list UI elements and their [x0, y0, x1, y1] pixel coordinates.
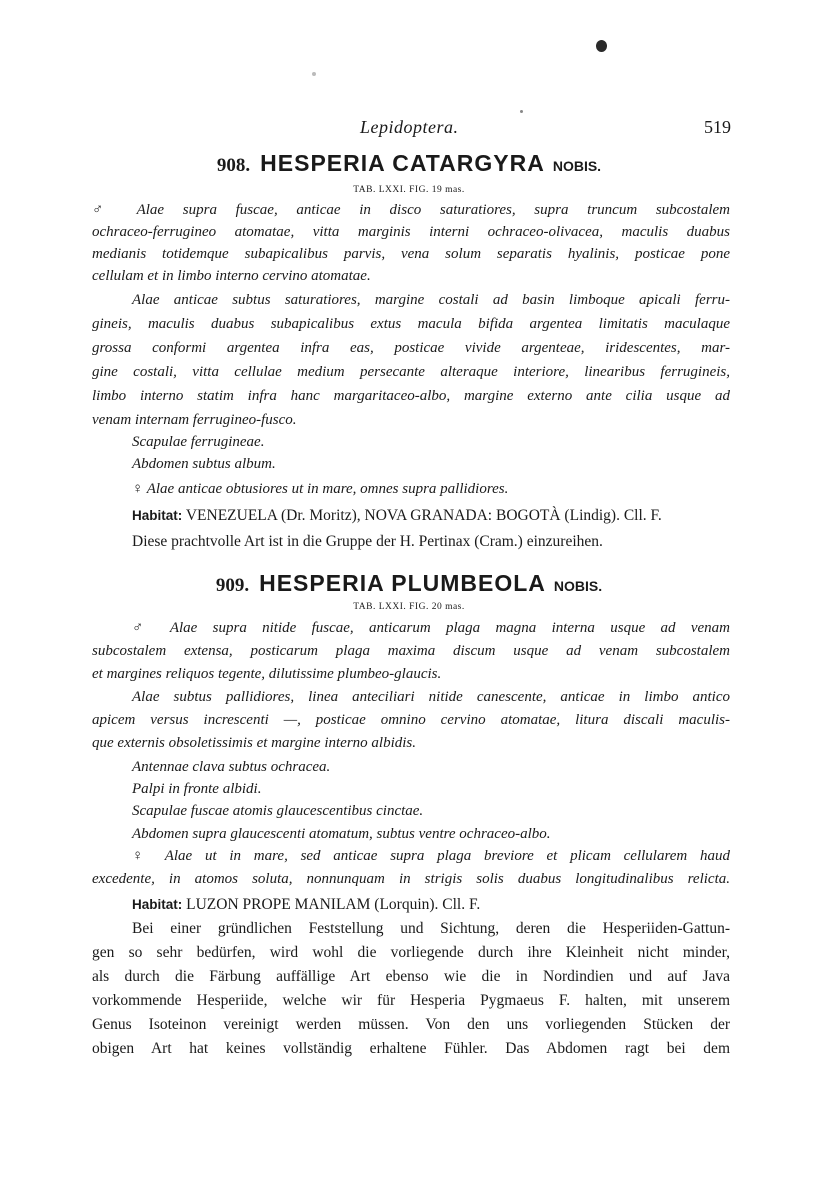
description-line: ♂ Alae supra fuscae, anticae in disco saturatiores, supra truncum subcostalem	[92, 202, 730, 218]
description-line: et margines reliquos tegente, dilutissime plumbeo-glaucis.	[92, 666, 442, 682]
description-line: gine costali, vitta cellulae medium persecante alteraque interiore, linearibus ferrugineis,	[92, 364, 730, 380]
description-line: Palpi in fronte albidi.	[132, 781, 262, 797]
habitat-text: VENEZUELA (Dr. Moritz), NOVA GRANADA: BOGOTÀ (Lindig). Cll. F.	[185, 507, 662, 524]
description-line: excedente, in atomos soluta, nonnunquam in strigis solis duabus longitudinalibus relicta.	[92, 871, 730, 887]
species-number: 908.	[216, 155, 251, 176]
note-line: vorkommende Hesperiide, welche wir für Hesperia Pygmaeus F. halten, mit unserem	[92, 992, 730, 1009]
page-number: 519	[704, 117, 731, 137]
description-line: ochraceo-ferrugineo atomatae, vitta marginis interni ochraceo-olivacea, maculis duabus	[92, 224, 730, 240]
description-line: Abdomen supra glaucescenti atomatum, subtus ventre ochraceo-albo.	[132, 826, 551, 842]
description-line: Alae anticae subtus saturatiores, margine costali ad basin limboque apicali ferru-	[132, 292, 730, 308]
description-line: venam internam ferrugineo-fusco.	[92, 412, 297, 428]
description-line: Alae subtus pallidiores, linea anteciliari nitide canescente, anticae in limbo antico	[132, 689, 730, 705]
ink-speck	[520, 110, 523, 113]
description-line: grossa conformi argentea infra eas, posticae vivide argenteae, iridescentes, mar-	[92, 340, 730, 356]
running-title: Lepidoptera.	[360, 117, 459, 137]
description-line: ♀ Alae anticae obtusiores ut in mare, omnes supra pallidiores.	[132, 481, 509, 497]
description-line: Abdomen subtus album.	[132, 456, 276, 472]
description-line: apicem versus increscenti —, posticae omnino cervino atomatae, litura discali maculis-	[92, 712, 730, 728]
ink-speck	[312, 72, 316, 76]
species-heading	[0, 570, 818, 597]
note-line: obigen Art hat keines vollständig erhaltene Fühler. Das Abdomen ragt bei dem	[92, 1040, 730, 1057]
species-note: Diese prachtvolle Art ist in die Gruppe der H. Pertinax (Cram.) einzureihen.	[132, 533, 603, 550]
ink-blot	[596, 40, 607, 52]
description-line: que externis obsoletissimis et margine interno albidis.	[92, 735, 417, 751]
habitat-line	[132, 507, 662, 525]
description-line: Antennae clava subtus ochracea.	[132, 759, 331, 775]
species-heading	[0, 150, 818, 177]
species-name: HESPERIA PLUMBEOLA	[259, 570, 546, 596]
note-line: als durch die Färbung auffällige Art ebenso wie die in Nordindien und auf Java	[92, 968, 730, 985]
plate-reference: TAB. LXXI. FIG. 20 mas.	[353, 602, 465, 612]
description-line: medianis totidemque subapicalibus parvis, vena solum separatis hyalinis, posticae pone	[92, 246, 730, 262]
description-line: Scapulae ferrugineae.	[132, 434, 265, 450]
description-line: gineis, maculis duabus subapicalibus extus macula bifida argentea limitatis maculaque	[92, 316, 730, 332]
plate-reference: TAB. LXXI. FIG. 19 mas.	[353, 185, 465, 195]
description-line: ♂ Alae supra nitide fuscae, anticarum plaga magna interna usque ad venam	[132, 620, 730, 636]
note-line: gen so sehr bedürfen, wird wohl die vorliegende durch ihre Kleinheit nicht minder,	[92, 944, 730, 961]
running-header	[0, 117, 818, 143]
habitat-label: Habitat:	[132, 897, 183, 912]
species-number: 909.	[215, 575, 250, 596]
description-line: ♀ Alae ut in mare, sed anticae supra plaga breviore et plicam cellularem haud	[132, 848, 730, 864]
note-line: Bei einer gründlichen Feststellung und Sichtung, deren die Hesperiiden-Gattun-	[132, 920, 730, 937]
note-line: Genus Isoteinon vereinigt werden müssen. Von den uns vorliegenden Stücken der	[92, 1016, 730, 1033]
habitat-line	[132, 896, 480, 914]
habitat-text: LUZON PROPE MANILAM (Lorquin). Cll. F.	[186, 896, 481, 913]
species-author: NOBIS.	[552, 158, 602, 174]
species-author: NOBIS.	[553, 578, 603, 594]
description-line: subcostalem extensa, posticarum plaga maxima discum usque ad venam subcostalem	[92, 643, 730, 659]
habitat-label: Habitat:	[132, 508, 183, 523]
description-line: limbo interno statim infra hanc margaritaceo-albo, margine externo ante cilia usque ad	[92, 388, 730, 404]
species-name: HESPERIA CATARGYRA	[260, 150, 545, 176]
description-line: cellulam et in limbo interno cervino atomatae.	[92, 268, 371, 284]
description-line: Scapulae fuscae atomis glaucescentibus cinctae.	[132, 803, 424, 819]
